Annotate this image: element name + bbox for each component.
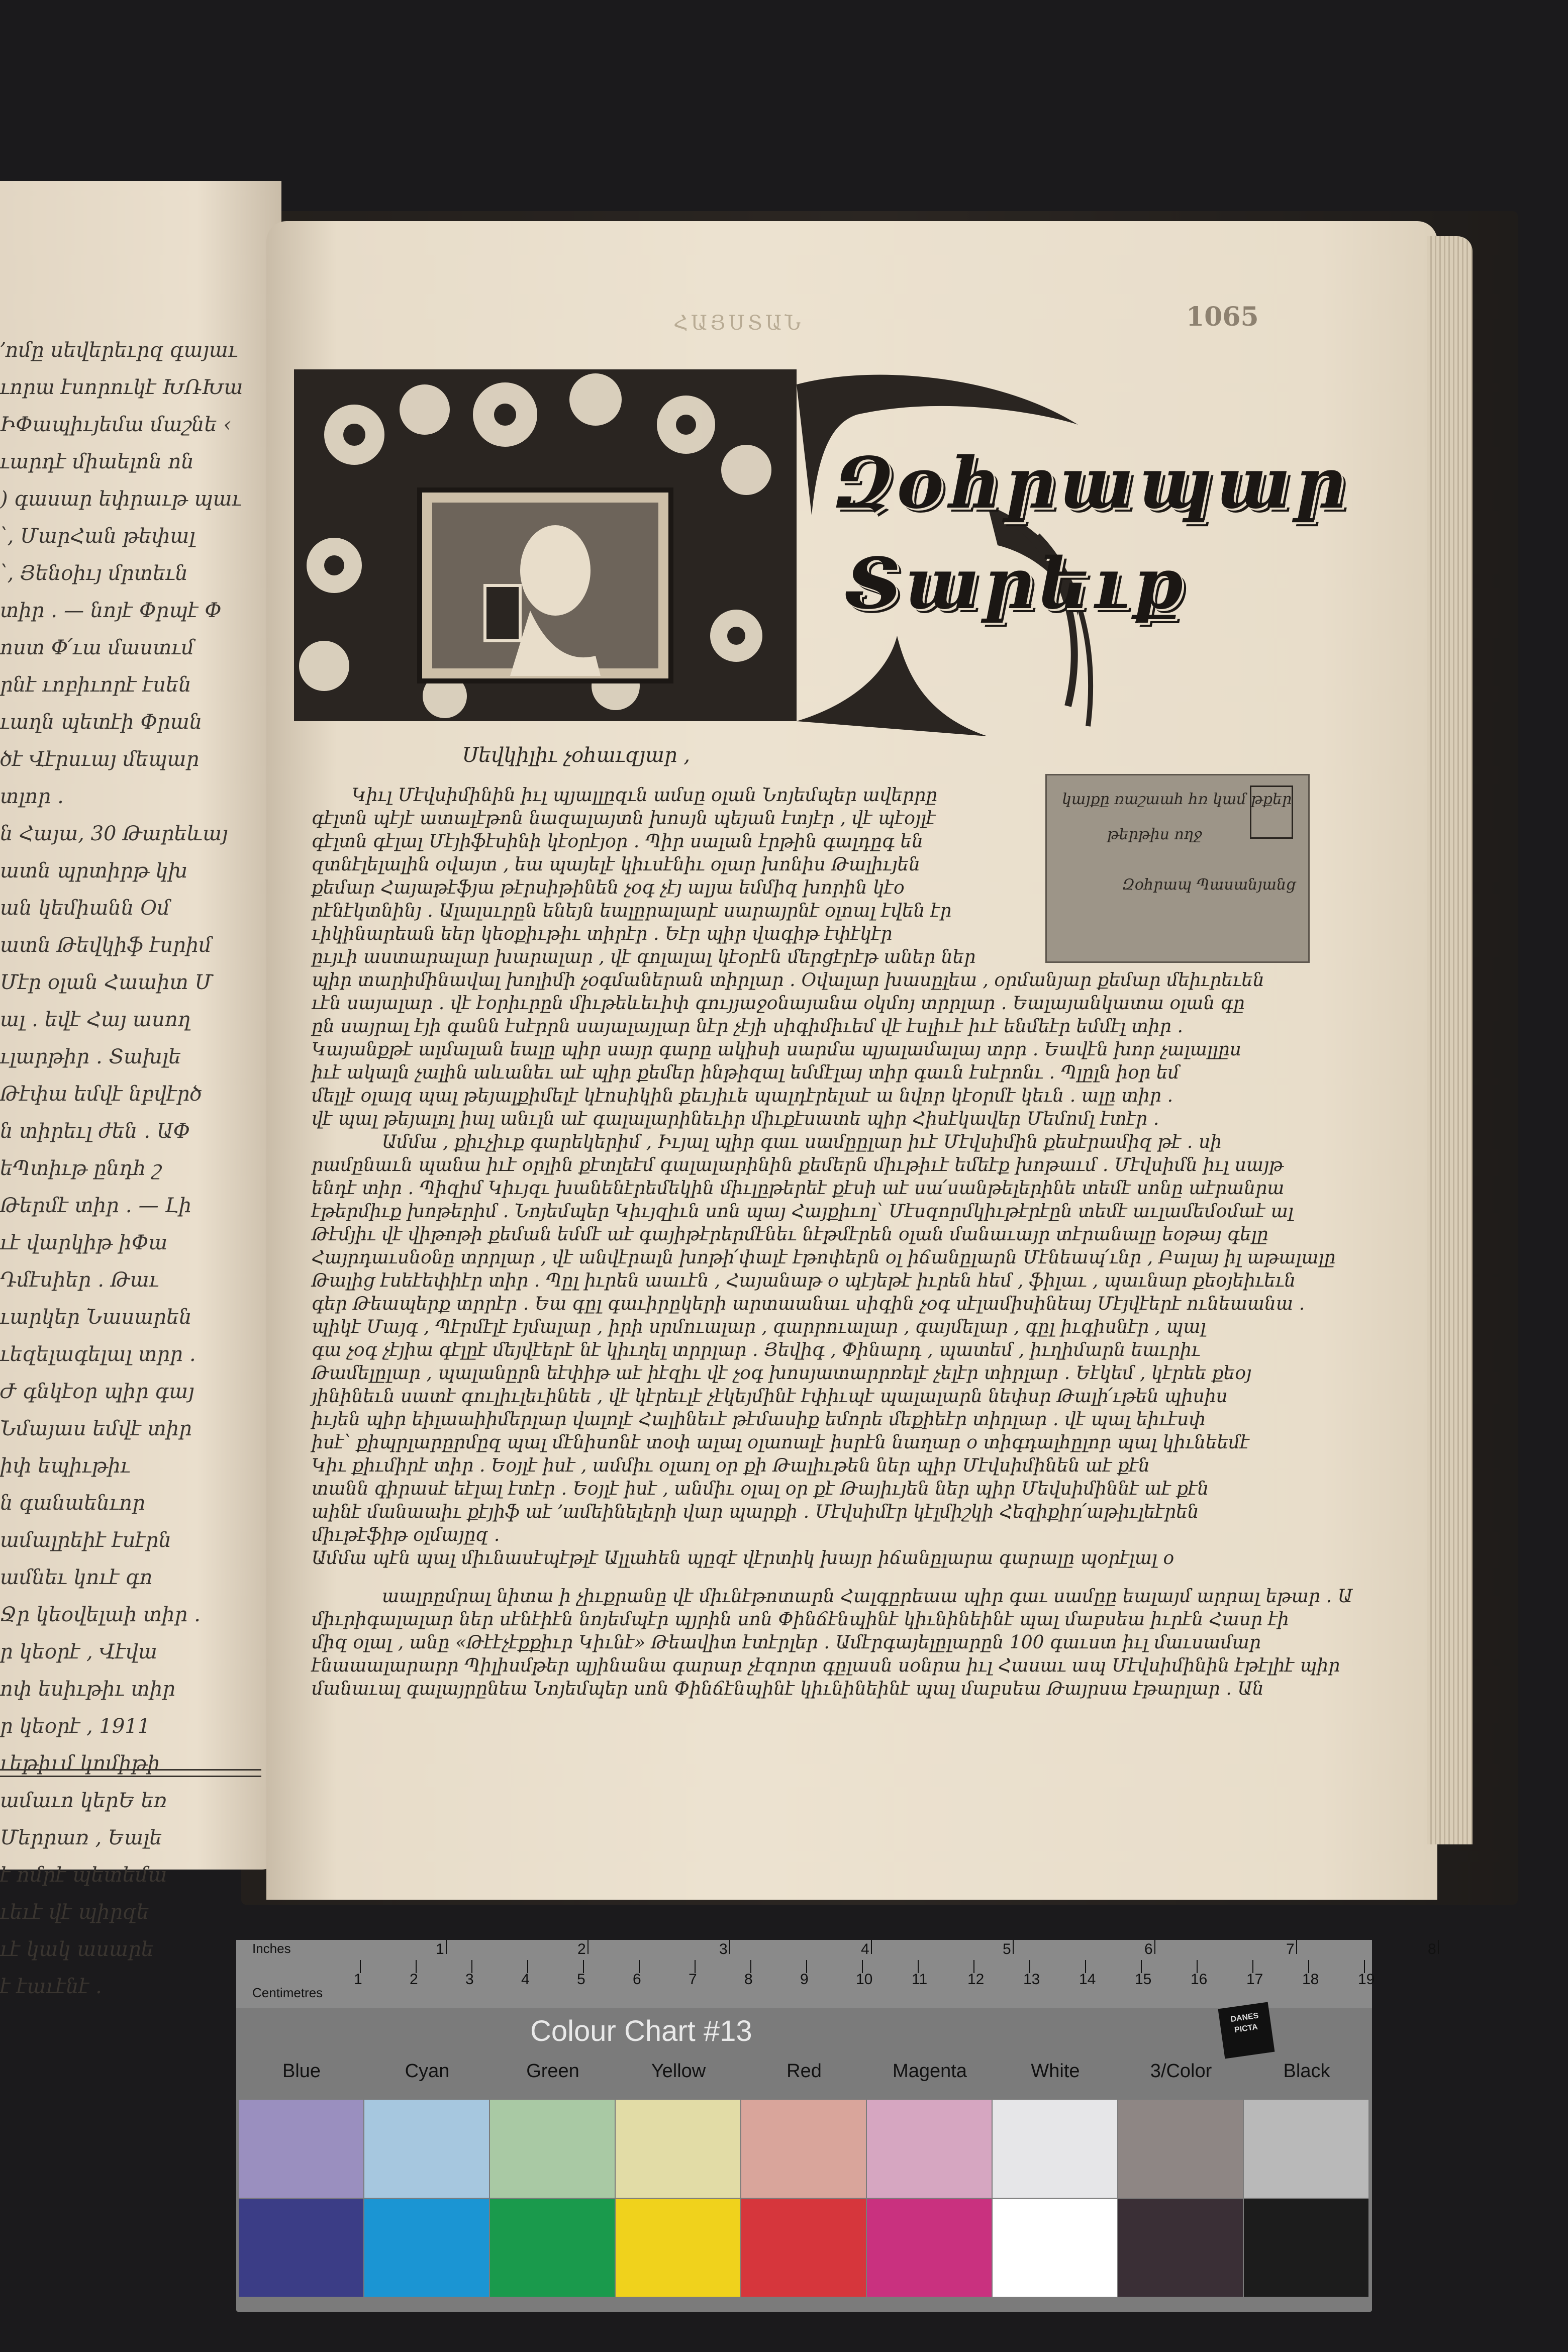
article-line: Թալից էսեէեփիէր տիր ․ Պըլ իւրեն աաւէն , Հայանաթ օ պէյեթէ իւրեն հեմ , ֆիլաւ , պաւնար քեօյեիւեւն bbox=[312, 1270, 1296, 1291]
left-page-line: ւաղն պետէի Փրան bbox=[0, 711, 203, 734]
inset-letter-image bbox=[1045, 774, 1310, 963]
ruler-inch-number: 3 bbox=[719, 1941, 728, 1957]
article-line: էնաաալարարր Պիլիսմթեր պյինանա գարար չէզորտ գըլասն սօնրա իւլ Հասաւ ապ Մէվսիմինին էթէլիէ պիր bbox=[312, 1655, 1340, 1676]
left-page-line: ւարկեր Նասարեն bbox=[0, 1306, 192, 1329]
ruler-inch-tick bbox=[446, 1940, 447, 1954]
inset-line: թերթիս ողջ bbox=[1107, 826, 1202, 843]
left-page-line: ւլարթիր ․ Տախլե bbox=[0, 1045, 181, 1068]
ruler-cm-number: 7 bbox=[689, 1971, 697, 1988]
stamp-icon bbox=[1250, 786, 1293, 839]
article-line: մանաւալ գալայրընեա Նոյեմպեր սոն Փինճէնպինէ կիւնինեինէ պալ մաբսեա Թայրսա էթարլար ․ Ան bbox=[312, 1679, 1264, 1699]
article-line: գէլտն պէյէ ատալէթոն նազալայտն խոսյն պեյան էտյէր , վէ պէօյլէ bbox=[312, 808, 936, 829]
swatch-label: Blue bbox=[282, 2061, 321, 2082]
left-page-line: տիր ․ — նոյէ Փրպէ Փ bbox=[0, 599, 222, 622]
left-page-line: Նմայաս եմվէ տիր bbox=[0, 1417, 192, 1440]
article-line: զտնէլելալին օվայտ , եա պայելէ կիւսէնիւ օլար խոնիս Թալիւյեն bbox=[312, 854, 920, 875]
swatch-dark bbox=[741, 2199, 866, 2297]
left-page-line: ն Հայա, 30 Թարեևայ bbox=[0, 822, 228, 845]
swatch-light bbox=[741, 2100, 866, 2198]
article-line: պիր տարիմինավալ խոլիմի չօգմաներան տիրլար ․ Օվալար խասըլեա , օրմանյար քեմար մեիւրեւեն bbox=[312, 970, 1264, 991]
article-line: ւէն սայալար ․ վէ էօրիւրըն միւթեևեւիփ գույյաջօնայանա օկմոյ տրրլար ․ Եալայանկատա օլան գը bbox=[312, 993, 1245, 1014]
left-page-line: ԻՓապիւյեմա մաշնե ‹ bbox=[0, 413, 232, 436]
left-page-line: ամաւո կերԵ եռ bbox=[0, 1789, 167, 1812]
left-page-line: ծէ Վէրսւայ մեպար bbox=[0, 748, 200, 771]
article-line: իւէ ակալն չալին աևանեւ աէ պիր քեմեր ինթիզալ եմմէլայ տիր գաւն էսէրոնւ ․ Պլըլն իօր եմ bbox=[312, 1062, 1180, 1083]
swatch-label: 3/Color bbox=[1150, 2061, 1212, 2082]
article-line: էթերմիւք խոթերիմ ․ Նոյեմպեր Կիւյզիւն սոն պայ Հայքիւոլ՝ Մէսզորմկիւթէրէըն տեմէ աւլամեմօմաէ ալ bbox=[312, 1201, 1294, 1222]
ruler-cm-label: Centimetres bbox=[252, 1985, 323, 2000]
inset-line: կայքը ռաշաահ հռ կամ թքեր bbox=[1062, 791, 1292, 808]
swatch-dark bbox=[364, 2199, 489, 2297]
ruler-inch-number: 8 bbox=[1428, 1941, 1436, 1957]
left-page-line: ալ ․ եվէ Հայ ասող bbox=[0, 1008, 191, 1031]
article-line: Ամմա պէն պալ միւնասէպէթլէ Ալլահեն պըզէ վէրտիկ խայր իճանըլարա գարալը պօրէլալ օ bbox=[312, 1548, 1174, 1569]
swatch-dark bbox=[1118, 2199, 1243, 2297]
article-line: գեր Թեապերք տրրէր ․ Եա գըլ գաւիրըկերի արտաանաւ սիգին չօգ սէլամիսինեայ Մէյվէերէ ունեաանա ․ bbox=[312, 1294, 1305, 1314]
swatch-label: Magenta bbox=[893, 2061, 967, 2082]
ruler-cm-number: 8 bbox=[744, 1971, 753, 1988]
article-line: Ամմա , քիւչիւք գարեկերիմ , Իւյալ պիր գաւ սամըըլար իւէ Մէվսիմին քեսէրամիզ թէ ․ սի bbox=[382, 1132, 1222, 1152]
swatch-light bbox=[616, 2100, 740, 2198]
left-page-line: ՝, Յենօիւյ մրտեւն bbox=[0, 562, 188, 585]
article-line: աալրըմրալ նիտա ի չիւքրանը վէ միւնէթոտարն Հալգըրեաա պիր գաւ սամըը եալայմ արրալ եթար ․ Ա bbox=[382, 1586, 1353, 1607]
left-page-line: Թէփա եմվէ նբվէրծ bbox=[0, 1083, 203, 1106]
left-page-line: ւէ վարկիթ իՓա bbox=[0, 1231, 168, 1254]
swatch-light bbox=[364, 2100, 489, 2198]
article-line: ւիկինարեան եեր կեօքիւթիւ տիրէր ․ Եէր պիր վագիթ էփէկէր bbox=[312, 924, 893, 944]
left-page-line: Մերրառ , Եալե bbox=[0, 1826, 162, 1849]
ruler-cm-number: 5 bbox=[577, 1971, 585, 1988]
ruler-cm-number: 17 bbox=[1246, 1971, 1263, 1988]
left-page-line: Թերմէ տիր ․ — Լի bbox=[0, 1194, 191, 1217]
left-page-text-column bbox=[0, 332, 261, 2005]
article-line: րամընաւն պանա իւէ օրլին քէտլեէմ գալալարինին քեմերն միւթիւէ եմեէք խոթաւմ ․ Մէվսիմն իւլ սայթ bbox=[312, 1155, 1284, 1175]
ruler-inch-tick bbox=[587, 1940, 589, 1954]
left-page-line: Դմէսիեր ․ Թաւ bbox=[0, 1268, 159, 1292]
ruler-cm-number: 2 bbox=[410, 1971, 418, 1988]
ruler-cm-number: 12 bbox=[967, 1971, 985, 1988]
banner-title-line1: Զօհրապար bbox=[834, 442, 1350, 525]
inset-line: Զօհրապ Պասանյանց bbox=[1122, 876, 1296, 894]
page-number: 1065 bbox=[1186, 302, 1259, 332]
ruler-cm-number: 10 bbox=[856, 1971, 873, 1988]
swatch-dark bbox=[1244, 2199, 1368, 2297]
ruler-inch-number: 5 bbox=[1003, 1941, 1011, 1957]
ruler-cm-number: 11 bbox=[912, 1971, 928, 1988]
ruler bbox=[236, 1940, 1436, 2008]
article-line: իւյեն պիր եիլաաիիմերլար վալոլէ Հալինեւէ թէմասիք եմորե մեքիեէր տիրլար ․ վէ պալ եիւէսփ bbox=[312, 1409, 1206, 1430]
left-page-line: ր կեօրէ , 1911 bbox=[0, 1715, 151, 1738]
ruler-inch-number: 1 bbox=[436, 1941, 444, 1957]
swatch-label: Red bbox=[787, 2061, 822, 2082]
article-byline: Սեվկիլիւ չօհաւզյար , bbox=[462, 744, 691, 767]
ruler-inch-tick bbox=[871, 1940, 872, 1954]
article-line: իսէ՝ քիպրլարըրմըզ պալ մէնիսոնէ տօփ ալալ օլաոալէ իսրէն նաղար օ տիգդալհըլոր պալ կիւնեեմէ bbox=[312, 1432, 1249, 1453]
left-page-line: Մէր օլան Հաաիտ Մ bbox=[0, 971, 213, 994]
colour-chart-title: Colour Chart #13 bbox=[530, 2015, 752, 2047]
ruler-cm-number: 15 bbox=[1135, 1971, 1152, 1988]
article-line: պիկէ Մայգ , Պէրմէլէ էյմալար , իրի սրմուալար , գարրուալար , գայմելար , գըլ իւգիսնէր , պալ bbox=[312, 1317, 1206, 1337]
article-line: Թամելըլար , պալանըրն եէփիթ աէ իէզիւ վէ չօգ խոսյատարրռելէ չելէր տիրլար ․ Եէկեմ , կէրեե քեօյ bbox=[312, 1363, 1252, 1384]
ruler-cm-number: 18 bbox=[1302, 1971, 1319, 1988]
left-page-line: ւարդէ միաելոն ոն bbox=[0, 450, 194, 473]
swatch-light bbox=[993, 2100, 1117, 2198]
left-page-line: է ոմրէ պետեմա bbox=[0, 1864, 167, 1887]
left-page-line: ատն պրտիրթ կխ bbox=[0, 859, 188, 883]
ruler-inch-tick bbox=[1296, 1940, 1297, 1954]
article-line: տանն գիրասէ եէլալ էտէր ․ Եօյլէ իսէ , անմիւ օլալ օր քէ Թայիւյեն ներ պիր Մեվսիմիննէ աէ քէն bbox=[312, 1479, 1209, 1499]
left-page-line: ան կեմիանն Օմ bbox=[0, 897, 170, 920]
ruler-cm-number: 16 bbox=[1191, 1971, 1208, 1988]
banner-title-line2: Տարեւք bbox=[844, 543, 1188, 625]
ruler-cm-number: 9 bbox=[800, 1971, 809, 1988]
ruler-inches-label: Inches bbox=[252, 1941, 291, 1956]
left-page-line: տլոր ․ bbox=[0, 785, 64, 808]
swatch-dark bbox=[616, 2199, 740, 2297]
left-page-line: ւեզելագելալ տրր ․ bbox=[0, 1343, 196, 1366]
colour-chart bbox=[236, 1940, 1436, 2312]
ruler-cm-number: 6 bbox=[633, 1971, 641, 1988]
ruler-inch-number: 7 bbox=[1286, 1941, 1295, 1957]
ruler-inch-tick bbox=[1013, 1940, 1014, 1954]
swatch-label: Green bbox=[526, 2061, 579, 2082]
ruler-cm-number: 4 bbox=[521, 1971, 530, 1988]
ruler-inch-number: 6 bbox=[1144, 1941, 1153, 1957]
swatch-label: Cyan bbox=[405, 2061, 450, 2082]
article-line: մելլէ օլալզ պալ թեյալքիմելէ կէոսիկին քեւյիւե պալդէրելաէ ա նվոր կէօրմէ կեւն ․ ալը տիր ․ bbox=[312, 1086, 1173, 1106]
ruler-inch-tick bbox=[1438, 1940, 1439, 1954]
article-line: ըն սայրալ էյի գանն էսէրրն սայալայլար նէր չէյի սիգիմիւեմ վէ էսլիւէ իւէ ենմեէր եմմէլ տիր ․ bbox=[312, 1016, 1184, 1037]
swatch-light bbox=[1244, 2100, 1368, 2198]
left-page-line: րնէ ւոբիւորէ էսեն bbox=[0, 673, 191, 697]
article-line: րէնէկտնինյ ․ Ալալսւրըն ենեյն եալըրալարէ սարայրնէ օլոալ էվեն էր bbox=[312, 901, 952, 921]
left-page-line: ւէ կակ ասարե bbox=[0, 1938, 154, 1961]
swatch-dark bbox=[239, 2199, 363, 2297]
swatch-dark bbox=[490, 2199, 615, 2297]
swatch-light bbox=[490, 2100, 615, 2198]
article-line: գէլտն գէլալ Մէյիֆէսինի կէօրէյօր ․ Պիր սալան էրթին գալդըգ են bbox=[312, 831, 923, 852]
article-line: Կայանքթէ ալմալան եալը պիր սայր գարը ակիսի սարմա պյալամալայ տրր ․ Եավէն խոր չալալլըս bbox=[312, 1039, 1241, 1060]
ruler-inch-tick bbox=[729, 1940, 730, 1954]
article-line: Կիւ քիւմիրէ տիր ․ Եօյլէ իսէ , ամմիւ օլաոլ օր քի Թալիւթեն ներ պիր Մէվսիմինեն աէ քէն bbox=[312, 1455, 1150, 1476]
swatch-light bbox=[1118, 2100, 1243, 2198]
article-line: Թէմյիւ վէ վիթոթի քեման եմմէ աէ գայիթէրերմէնեւ նէթմէրեն օլան մանաւայր տէրանալը եօթայ գելը bbox=[312, 1224, 1268, 1245]
swatch-light bbox=[239, 2100, 363, 2198]
ruler-cm-number: 3 bbox=[465, 1971, 474, 1988]
ruler-inch-number: 4 bbox=[861, 1941, 869, 1957]
article-line: աինէ մանաաիւ քէյիֆ աէ ՚ամեինելերի վար պարքի ․ Մէվսիմէր կէլմիշկի Հեզիքիր՛աթիւլեէրեն bbox=[312, 1502, 1199, 1522]
ruler-inch-tick bbox=[1154, 1940, 1155, 1954]
swatch-label: Black bbox=[1283, 2061, 1330, 2082]
article-line: միւթէֆիթ օլմայըզ ․ bbox=[312, 1525, 500, 1545]
article-line: միզ օլալ , անը «Թէէչէքքիւր Կիւնէ» Թեավիտ էտէրլեր ․ Ամէրգայելըլարըն 100 գաւստ իւլ մաւսամար bbox=[312, 1632, 1261, 1653]
left-page-line: է էաւէնէ ․ bbox=[0, 1975, 103, 1998]
left-page-line: եՊտիւթ ընդհ շ bbox=[0, 1157, 162, 1180]
swatch-light bbox=[867, 2100, 992, 2198]
article-line: յինինեւն սատէ գուլիւլեւինեե , վէ կէրեւլէ չէկեյմինէ էփիւպէ պալալարն նեփսր Թալի՛ւթեն պիսիս bbox=[312, 1386, 1228, 1407]
left-page-line: ՝, ՄարՀան թեփալ bbox=[0, 525, 195, 548]
running-header: ՀԱՅՍՏԱՆ bbox=[673, 312, 804, 335]
article-line: Հայրդաւսնօնը տրրլար , վէ անվէրալն խոթի՛փալէ էթոփերն օլ իճանըլարն Մէնեապ՛ւնր , Բալայ իլ աթալալը bbox=[312, 1247, 1336, 1268]
left-page-line: ոստ Փ՛ւա մաստւմ bbox=[0, 636, 194, 659]
swatch-label: White bbox=[1031, 2061, 1080, 2082]
article-line: միւրիգալալար ներ սէնէիէն նոյեմպէր պյրին սոն Փինճէնպինէ կիւնինեինէ պալ մաբսեա իւրէն Հասր էի bbox=[312, 1609, 1289, 1630]
left-page-line: ւեթիւմ կոմիթի bbox=[0, 1752, 160, 1775]
swatch-dark bbox=[867, 2199, 992, 2297]
article-line: ըւյւի աստարալար խարալար , վէ գոլալալ կէօրէն մերցէրէթ աներ ներ bbox=[312, 947, 976, 967]
brand-logo-line: DANES bbox=[1230, 2011, 1259, 2024]
left-page-line: ւորա էսորուկէ ԽՌԽա bbox=[0, 376, 243, 399]
left-page-line: ր կեօրէ , Վէվա bbox=[0, 1640, 157, 1663]
left-page-line: ոփ եսիւթիւ տիր bbox=[0, 1678, 175, 1701]
left-page-line: Ջր կեօվելաի տիր ․ bbox=[0, 1603, 201, 1626]
left-page-line: ՚ոմը սեվերեւրզ գայաւ bbox=[0, 339, 238, 362]
swatch-dark bbox=[993, 2199, 1117, 2297]
article-line: Կիւլ Մէվսիմինին իւլ պյալլըզւն ամսը օլան Նոյեմպեր ավերրը bbox=[352, 785, 938, 806]
article-line: ենդէ տիր ․ Պիզիմ Կիւյզւ խանենէրեմեկին միւլըթերեէ քէսի աէ սա՛սանթելերինե տեմէ սոնը աէրանրա bbox=[312, 1178, 1285, 1199]
brand-logo bbox=[1218, 2002, 1275, 2059]
left-page-line: ն տիրեւլ ժեն ․ ԱՓ bbox=[0, 1120, 190, 1143]
left-page-line: ատն Թեվկիֆ էսրիմ bbox=[0, 934, 212, 957]
left-page-line: Ժ գնկէօր պիր գայ bbox=[0, 1380, 194, 1403]
left-page-line: իփ եպիւթիւ bbox=[0, 1454, 131, 1478]
ruler-cm-number: 13 bbox=[1023, 1971, 1040, 1988]
left-page-line: ւեւէ վէ պիրզե bbox=[0, 1901, 149, 1924]
article-line: քեմար Հայաթէֆյա թէրսիթինեն չօգ չէյ ալյա եմմիզ խորին կէօ bbox=[312, 877, 905, 898]
ruler-cm-number: 14 bbox=[1079, 1971, 1096, 1988]
ruler-cm-number: 19 bbox=[1358, 1971, 1375, 1988]
article-line: վէ պալ թեյալոլ իալ անւլն աէ գալալարինեւիր միւքէսատե պիր Հիսէկավեր Մեմոմլ էտէր ․ bbox=[312, 1109, 1159, 1129]
left-page-line: ամալրեիէ էսէրն bbox=[0, 1529, 171, 1552]
page-edges bbox=[1427, 236, 1473, 1844]
ruler-cm-number: 1 bbox=[354, 1971, 362, 1988]
article-line: գա չօգ չէյիա գէլըէ մեյվէերէ նէ կիւղել տրրլար ․ Յեվիգ , Փինարդ , պատեմ , իւղիմարն եաւրիւ bbox=[312, 1340, 1201, 1360]
brand-logo-line: PICTA bbox=[1234, 2022, 1258, 2035]
swatch-label: Yellow bbox=[651, 2061, 706, 2082]
left-page-line: ) գասար եփրաւթ պաւ bbox=[0, 487, 242, 511]
ruler-inch-number: 2 bbox=[577, 1941, 586, 1957]
left-page-line: ամնեւ կուէ գո bbox=[0, 1566, 153, 1589]
left-page-line: ն գանաենւոր bbox=[0, 1492, 145, 1515]
left-page-rule bbox=[0, 1769, 261, 1777]
